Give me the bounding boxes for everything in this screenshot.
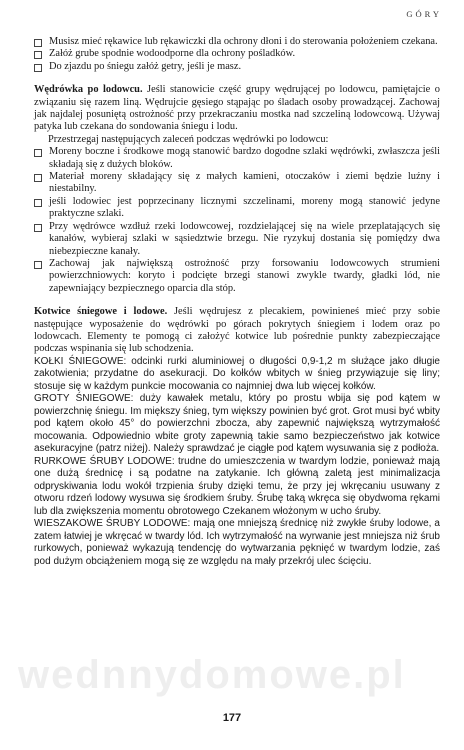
list-item: jeśli lodowiec jest poprzecinany licznymi szczelinami, moreny mogą stanowić jedyne praktyczne szlaki. (34, 196, 440, 221)
list-item: Do zjazdu po śniegu załóż getry, jeśli je masz. (34, 61, 440, 73)
checkbox-bullet-icon (34, 39, 42, 47)
checkbox-bullet-icon (34, 64, 42, 72)
anchor-item: KOŁKI ŚNIEGOWE: odcinki rurki aluminiowej o długości 0,9-1,2 m służące jako długie zakotwienia; przydatne do asekuracji. Do kołków wbitych w śnieg przywiązuje się liny; stosuje się w każdym punkcie mocowania co najmniej dwa lub więcej kołków. (34, 355, 440, 392)
section-title: Wędrówka po lodowcu. (34, 84, 143, 96)
glacier-paragraph: Wędrówka po lodowcu. Jeśli stanowicie część grupy wędrującej po lodowcu, pamiętajcie o związaniu się razem liną. Wędrujcie gęsiego stąpając po śladach osoby prowadzącej. Zachowaj jak najdalej posuniętą ostrożność przy przekraczaniu mostka nad szczeliną lodowcową. Używaj patyka lub czekana do sondowania śniegu i lodu. (34, 84, 440, 133)
checkbox-bullet-icon (34, 149, 42, 157)
checkbox-bullet-icon (34, 224, 42, 232)
section-title: Kotwice śniegowe i lodowe. (34, 306, 168, 318)
list-item: Materiał moreny składający się z małych kamieni, otoczaków i ziemi będzie luźny i niestabilny. (34, 171, 440, 196)
list-item: Zachowaj jak największą ostrożność przy forsowaniu lodowcowych strumieni powierzchniowych: koryto i podcięte brzegi stanowi zwykle twardy, gładki lód, nie zapewniający bezpiecznego oparcia dla stóp. (34, 258, 440, 295)
checkbox-bullet-icon (34, 199, 42, 207)
checkbox-bullet-icon (34, 261, 42, 269)
anchor-item: GROTY ŚNIEGOWE: duży kawałek metalu, który po prostu wbija się pod kątem w powierzchnię śniegu. Im miększy śnieg, tym większy powinien być grot. Grot musi być wbity pod kątem około 45° do powierzchni zbocza, aby zapewnić największą wytrzymałość mocowania. Odpowiednio wbite groty zapewnią takie samo bezpieczeństwo jak kotwice asekuracyjne (patrz niżej). Należy sprawdzać je ciągłe pod kątem wysuwania się z podłoża. (34, 393, 440, 455)
list-item: Moreny boczne i środkowe mogą stanowić bardzo dogodne szlaki wędrówki, zwłaszcza jeśli składają się z dużych bloków. (34, 146, 440, 171)
list-item: Przy wędrówce wzdłuż rzeki lodowcowej, rozdzielającej się na wiele przeplatających się kanałów, wybieraj szlaki w sąsiedztwie brzegu. Nie ryzykuj dostania się pomiędzy dwa niebezpieczne kanały. (34, 221, 440, 258)
list-item: Musisz mieć rękawice lub rękawiczki dla ochrony dłoni i do sterowania położeniem czekana. (34, 36, 440, 48)
anchor-item: RURKOWE ŚRUBY LODOWE: trudne do umieszczenia w twardym lodzie, ponieważ mają one dużą średnicę i są podatne na zatykanie. Ich główną zaletą jest minimalizacja odpryskiwania lodu wokół trzpienia śruby dzięki temu, że przy jej wkręcaniu usuwany z otworu rdzeń lodowy wysuwa się środkiem śruby. Śrubę taką wkręca się obydwoma rękami lub dla zwiększenia momentu obrotowego Czekanem włożonym w ucho śruby. (34, 455, 440, 517)
page-body (34, 36, 440, 568)
checkbox-bullet-icon (34, 51, 42, 59)
running-header: GÓRY (406, 9, 442, 19)
glacier-intro: Przestrzegaj następujących zaleceń podczas wędrówki po lodowcu: (48, 133, 329, 145)
page-number: 177 (222, 712, 242, 724)
checkbox-bullet-icon (34, 174, 42, 182)
list-item: Załóż grube spodnie wodoodporne dla ochrony pośladków. (34, 48, 440, 60)
watermark: wednnydomowe.pl (18, 653, 406, 697)
anchor-item: WIESZAKOWE ŚRUBY LODOWE: mają one mniejszą średnicę niż zwykłe śruby lodowe, a zatem łatwiej je wkręcać w twardy lód. Ich wytrzymałość na wyrwanie jest mniejsza niż śrub rurkowych, ponieważ wykazują tendencję do wytwarzania pęknięć w twardym lodzie, zaś pod dużym obciążeniem mogą się ze względu na mały przekrój ulec ścięciu. (34, 518, 440, 567)
anchors-paragraph: Kotwice śniegowe i lodowe. Jeśli wędrujesz z plecakiem, powinieneś mieć przy sobie następujące wyposażenie do wędrówki po górach pokrytych śniegiem i lodem oraz po lodowcach. Elementy te pomogą ci założyć kotwice lub pośrednie punkty zabezpieczające podczas wspinania się lub schodzenia. (34, 306, 440, 355)
